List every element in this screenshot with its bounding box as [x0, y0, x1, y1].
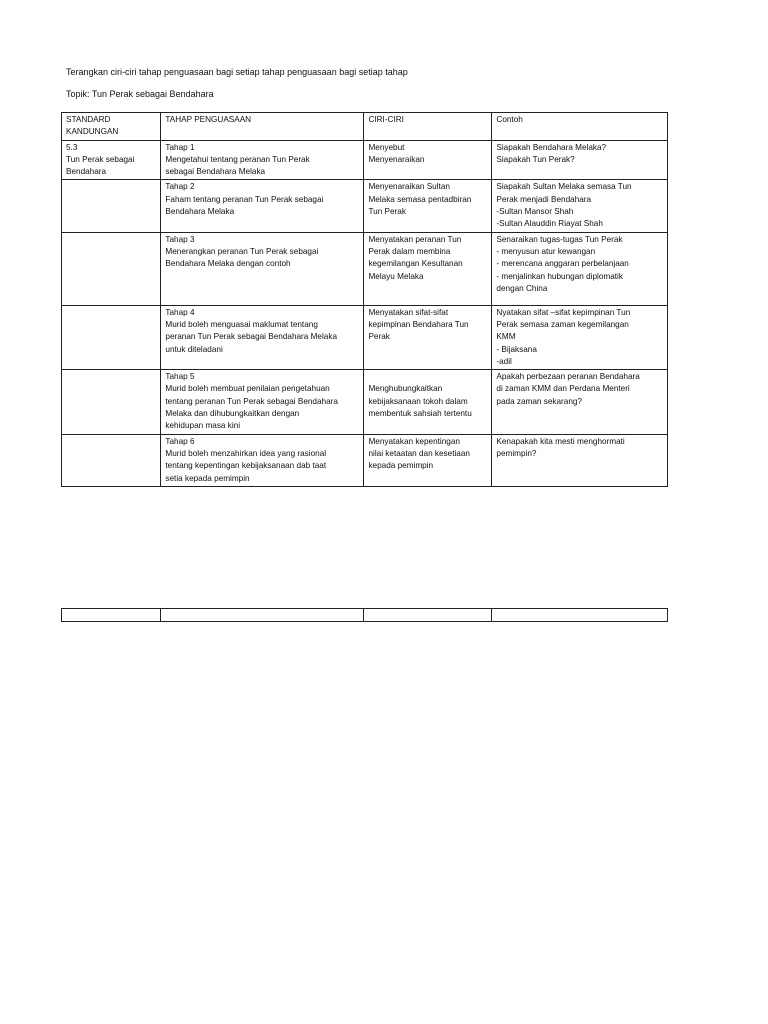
table-row — [62, 232, 668, 305]
cell-contoh — [492, 140, 668, 180]
tahap-line: Tahap 5 — [165, 372, 195, 382]
cell-standard — [62, 180, 161, 232]
tahap-line: Menerangkan peranan Tun Perak sebagai — [165, 246, 319, 256]
tahap-line: peranan Tun Perak sebagai Bendahara Melaka — [165, 332, 338, 342]
ciri-line: Perak — [368, 332, 390, 342]
contoh-line: KMM — [496, 332, 516, 342]
empty-table-row — [62, 609, 668, 622]
contoh-line: dengan China — [496, 283, 548, 293]
ciri-line: kegemilangan Kesultanan — [368, 259, 463, 269]
mastery-level-table — [61, 112, 668, 487]
tahap-line: Bendahara Melaka — [165, 207, 235, 217]
header-tahap-penguasaan: TAHAP PENGUASAAN — [161, 113, 364, 141]
contoh-line: Siapakah Sultan Melaka semasa Tun — [496, 182, 632, 192]
ciri-line: kepimpinan Bendahara Tun — [368, 319, 469, 329]
ciri-line: Perak dalam membina — [368, 246, 451, 256]
cell-tahap — [161, 140, 364, 180]
empty-cell — [492, 609, 668, 622]
tahap-line: Faham tentang peranan Tun Perak sebagai — [165, 194, 324, 204]
ciri-line: Melaka semasa pentadbiran — [368, 194, 472, 204]
ciri-line: Menyatakan sifat-sifat — [368, 307, 449, 317]
ciri-line: kebijaksanaan tokoh dalam — [368, 396, 468, 406]
contoh-line: Perak semasa zaman kegemilangan — [496, 319, 629, 329]
contoh-line: pada zaman sekarang? — [496, 396, 582, 406]
cell-standard — [62, 305, 161, 369]
cell-tahap — [161, 305, 364, 369]
ciri-line: Melayu Melaka — [368, 271, 424, 281]
tahap-line: Tahap 4 — [165, 307, 195, 317]
tahap-line: Melaka dan dihubungkaitkan dengan — [165, 409, 300, 419]
empty-cell — [62, 609, 161, 622]
cell-tahap — [161, 180, 364, 232]
contoh-line: Nyatakan sifat –sifat kepimpinan Tun — [496, 307, 631, 317]
ciri-line: membentuk sahsiah tertentu — [368, 409, 472, 419]
tahap-line: Mengetahui tentang peranan Tun Perak — [165, 154, 310, 164]
table-row — [62, 305, 668, 369]
standard-line: 5.3 — [66, 142, 78, 152]
contoh-line: di zaman KMM dan Perdana Menteri — [496, 384, 630, 394]
cell-contoh — [492, 305, 668, 369]
table-row — [62, 434, 668, 486]
header-standard-kandungan: STANDARD KANDUNGAN — [62, 113, 161, 141]
table-row — [62, 370, 668, 434]
cell-ciri — [364, 232, 492, 305]
table-row — [62, 140, 668, 180]
tahap-line: Tahap 2 — [165, 182, 195, 192]
cell-contoh — [492, 232, 668, 305]
tahap-line: tentang kepentingan kebijaksanaan dab taat — [165, 461, 327, 471]
tahap-line: Tahap 3 — [165, 234, 195, 244]
cell-ciri — [364, 180, 492, 232]
ciri-line: Menyebut — [368, 142, 405, 152]
table-header-row — [62, 113, 668, 141]
tahap-line: Murid boleh menguasai maklumat tentang — [165, 319, 318, 329]
tahap-line: sebagai Bendahara Melaka — [165, 167, 266, 177]
ciri-line: kepada pemimpin — [368, 461, 434, 471]
contoh-line: -adil — [496, 356, 512, 366]
empty-table — [61, 608, 668, 622]
contoh-line: - merencana anggaran perbelanjaan — [496, 259, 629, 269]
cell-ciri — [364, 140, 492, 180]
cell-contoh — [492, 370, 668, 434]
standard-line: Tun Perak sebagai — [66, 154, 135, 164]
contoh-line: - menyusun atur kewangan — [496, 246, 596, 256]
cell-ciri — [364, 305, 492, 369]
ciri-line: Menyenaraikan — [368, 154, 425, 164]
contoh-line: - Bijaksana — [496, 344, 537, 354]
cell-ciri — [364, 370, 492, 434]
cell-standard — [62, 370, 161, 434]
cell-contoh — [492, 434, 668, 486]
contoh-line: Senaraikan tugas-tugas Tun Perak — [496, 234, 623, 244]
cell-tahap — [161, 434, 364, 486]
contoh-line: pemimpin? — [496, 448, 537, 458]
topic-label: Topik: Tun Perak sebagai Bendahara — [66, 89, 214, 99]
empty-cell — [364, 609, 492, 622]
contoh-line: Siapakah Tun Perak? — [496, 154, 575, 164]
tahap-line: tentang peranan Tun Perak sebagai Bendahara — [165, 396, 338, 406]
header-ciri-ciri: CIRI-CIRI — [364, 113, 492, 141]
contoh-line: Apakah perbezaan peranan Bendahara — [496, 372, 640, 382]
table-row — [62, 180, 668, 232]
tahap-line: setia kepada pemimpin — [165, 473, 250, 483]
tahap-line: kehidupan masa kini — [165, 421, 241, 431]
cell-standard — [62, 434, 161, 486]
header-contoh: Contoh — [492, 113, 668, 141]
tahap-line: Murid boleh membuat penilaian pengetahuan — [165, 384, 330, 394]
tahap-line: Murid boleh menzahirkan idea yang rasional — [165, 448, 327, 458]
standard-line: Bendahara — [66, 167, 107, 177]
cell-contoh — [492, 180, 668, 232]
document-heading: Terangkan ciri-ciri tahap penguasaan bagi setiap tahap penguasaan bagi setiap tahap — [66, 67, 408, 77]
tahap-line: untuk diteladani — [165, 344, 223, 354]
ciri-line: nilai ketaatan dan kesetiaan — [368, 448, 470, 458]
empty-cell — [161, 609, 364, 622]
cell-standard — [62, 140, 161, 180]
ciri-line: Tun Perak — [368, 207, 406, 217]
ciri-line: Menghubungkaitkan — [368, 384, 443, 394]
contoh-line: - menjalinkan hubungan diplomatik — [496, 271, 623, 281]
contoh-line: Perak menjadi Bendahara — [496, 194, 592, 204]
ciri-line: Menyatakan kepentingan — [368, 436, 460, 446]
tahap-line: Tahap 6 — [165, 436, 195, 446]
tahap-line: Bendahara Melaka dengan contoh — [165, 259, 291, 269]
tahap-line: Tahap 1 — [165, 142, 195, 152]
ciri-line: Menyenaraikan Sultan — [368, 182, 450, 192]
cell-tahap — [161, 232, 364, 305]
ciri-line — [368, 371, 487, 383]
contoh-line: Siapakah Bendahara Melaka? — [496, 142, 607, 152]
cell-tahap — [161, 370, 364, 434]
cell-standard — [62, 232, 161, 305]
ciri-line: Menyatakan peranan Tun — [368, 234, 462, 244]
cell-ciri — [364, 434, 492, 486]
contoh-line: -Sultan Mansor Shah — [496, 207, 574, 217]
contoh-line: -Sultan Alauddin Riayat Shah — [496, 219, 603, 229]
contoh-line: Kenapakah kita mesti menghormati — [496, 436, 625, 446]
